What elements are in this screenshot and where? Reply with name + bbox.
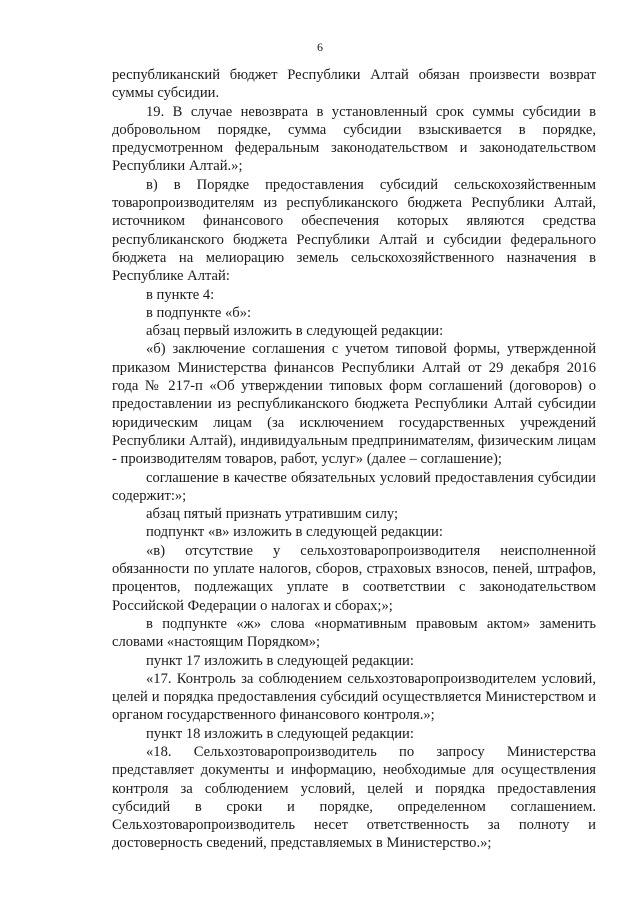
paragraph-14: «17. Контроль за соблюдением сельхозтоваропроизводителем условий, целей и порядка предоставления субсидий осуществляется Министерством и органом государственного финансового контроля.»; — [112, 670, 596, 724]
paragraph-6: абзац первый изложить в следующей редакции: — [146, 323, 444, 340]
paragraph-9: абзац пятый признать утратившим силу; — [146, 506, 399, 523]
paragraph-8: соглашение в качестве обязательных условий предоставления субсидии содержит:»; — [112, 469, 596, 504]
paragraph-4: в пункте 4: — [146, 286, 215, 303]
paragraph-15: пункт 18 изложить в следующей редакции: — [146, 725, 414, 742]
paragraph-3: в) в Порядке предоставления субсидий сельскохозяйственным товаропроизводителям из республиканского бюджета Республики Алтай, источником финансового обеспечения которых являются средства республиканского бюджета Республики Алтай и субсидии федерального бюджета на мелиорацию земель сельскохозяйственного назначения в Республике Алтай: — [112, 176, 596, 285]
document-body — [112, 66, 596, 853]
paragraph-12: в подпункте «ж» слова «нормативным правовым актом» заменить словами «настоящим Порядком»; — [112, 615, 596, 651]
paragraph-11: «в) отсутствие у сельхозтоваропроизводителя неисполненной обязанности по уплате налогов, сборов, страховых взносов, пеней, штрафов, процентов, подлежащих уплате в соответствии с законодательством Российской Федерации о налогах и сборах;»; — [112, 542, 596, 614]
paragraph-16: «18. Сельхозтоваропроизводитель по запросу Министерства представляет документы и информацию, необходимые для осуществления контроля за соблюдением условий, целей и порядка предоставления субсидий в сроки и порядке, определенном соглашением. Сельхозтоваропроизводитель несет ответственность за полноту и достоверность сведений, представляемых в Министерство.»; — [112, 743, 596, 852]
paragraph-10: подпункт «в» изложить в следующей редакции: — [146, 524, 443, 541]
paragraph-13: пункт 17 изложить в следующей редакции: — [146, 652, 414, 669]
paragraph-7: «б) заключение соглашения с учетом типовой формы, утвержденной приказом Министерства финансов Республики Алтай от 29 декабря 2016 года № 217-п «Об утверждении типовых форм соглашений (договоров) о предоставлении из республиканского бюджета Республики Алтай субсидии юридическим лицам (за исключением государственных учреждений Республики Алтай), индивидуальным предпринимателям, физическим лицам - производителям товаров, работ, услуг» (далее – соглашение); — [112, 341, 596, 468]
paragraph-5: в подпункте «б»: — [146, 304, 252, 321]
paragraph-2: 19. В случае невозврата в установленный срок суммы субсидии в добровольном порядке, сумма субсидии взыскивается в порядке, предусмотренном федеральным законодательством и законодательством Республики Алтай.»; — [112, 103, 596, 175]
paragraph-1: республиканский бюджет Республики Алтай обязан произвести возврат суммы субсидии. — [112, 67, 596, 102]
page-number: 6 — [317, 40, 323, 54]
